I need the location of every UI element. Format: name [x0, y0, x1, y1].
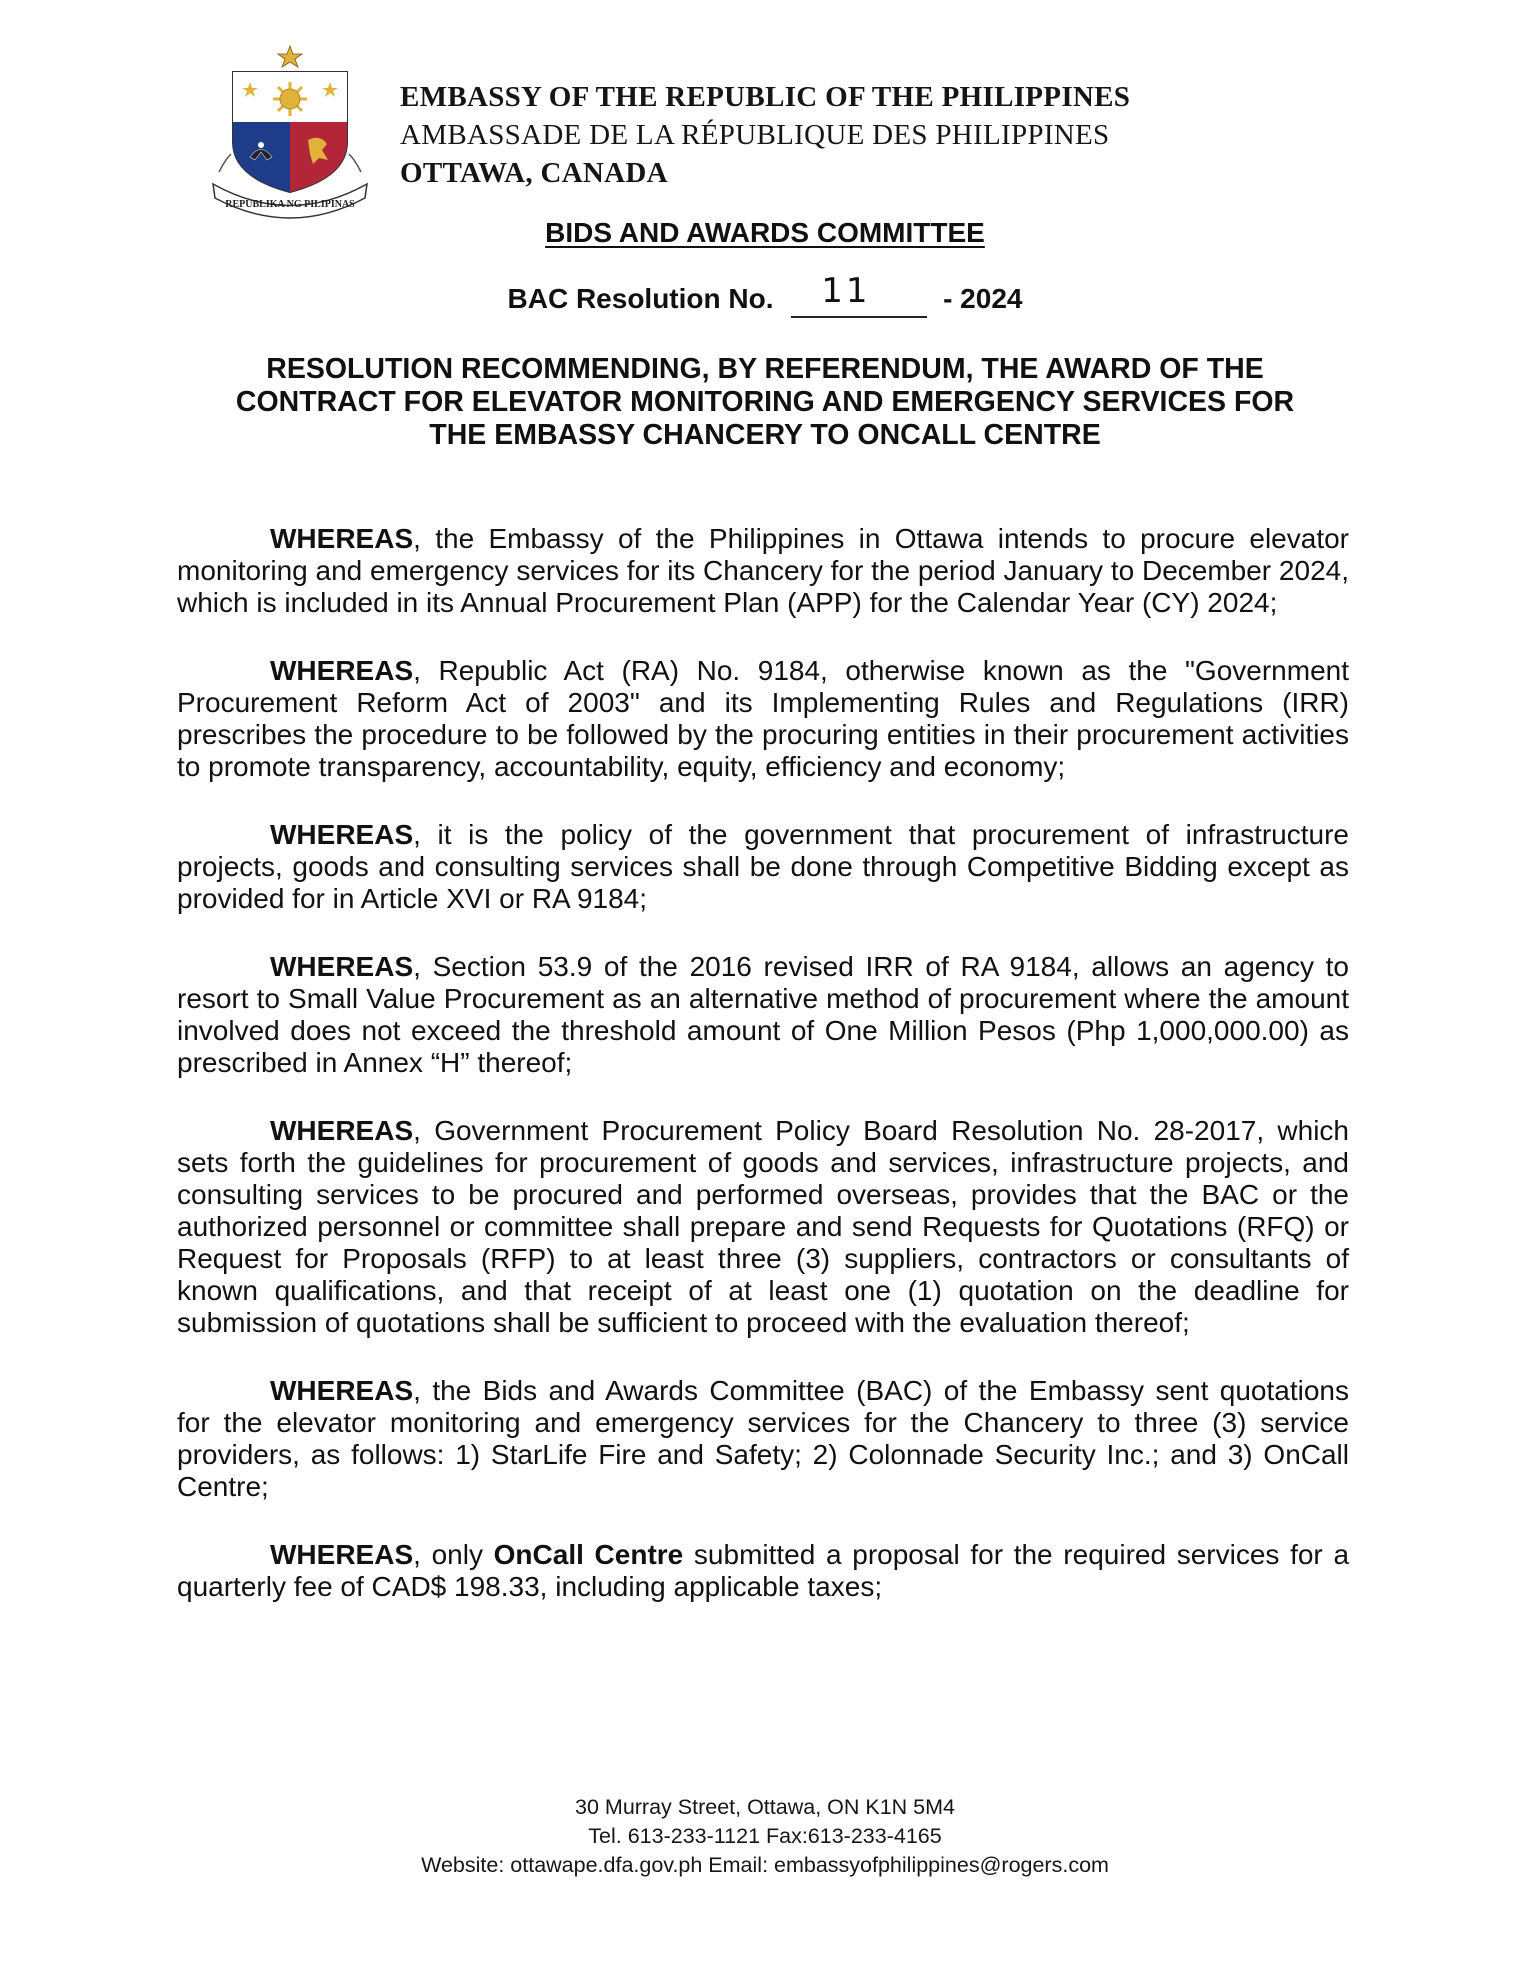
paragraph-text: , Republic Act (RA) No. 9184, otherwise known as the "Government Procurement Reform Act of 2003" and its Implementing Rules and Regulations (IRR) prescribes the procedure to be followed by the procuring entities in their procurement activities to promote transparency, accountability, equity, efficiency and economy;	[177, 655, 1349, 782]
whereas-paragraph	[177, 819, 1349, 915]
whereas-paragraph	[177, 655, 1349, 783]
seal-ribbon-text: REPUBLIKA NG PILIPINAS	[225, 199, 355, 210]
footer-phone-fax: Tel. 613-233-1121 Fax:613-233-4165	[588, 1824, 942, 1848]
whereas-lead: WHEREAS	[270, 1375, 414, 1406]
paragraph-text: , only	[413, 1539, 494, 1570]
resolution-title	[160, 353, 1370, 452]
paragraph-text: , the Bids and Awards Committee (BAC) of the Embassy sent quotations for the elevator monitoring and emergency services for the Chancery to three (3) service providers, as follows: 1) StarLife Fire and Safety; 2) Colonnade Security Inc.; and 3) OnCall Centre;	[177, 1375, 1349, 1502]
page-footer	[0, 1793, 1530, 1880]
paragraph-text: submitted a proposal for the required services for a quarterly fee of CAD$ 198.33, including applicable taxes;	[177, 1539, 1350, 1602]
whereas-lead: WHEREAS	[270, 523, 414, 554]
committee-title: BIDS AND AWARDS COMMITTEE	[545, 217, 985, 248]
whereas-lead: WHEREAS	[270, 655, 414, 686]
whereas-paragraph	[177, 1115, 1349, 1339]
resolution-number-blank	[791, 271, 927, 318]
embassy-city: OTTAWA, CANADA	[400, 157, 668, 189]
title-line: CONTRACT FOR ELEVATOR MONITORING AND EMERGENCY SERVICES FOR	[235, 386, 1295, 418]
oncall-centre-emphasis: OnCall Centre	[493, 1539, 684, 1570]
whereas-lead: WHEREAS	[270, 951, 414, 982]
whereas-lead: WHEREAS	[270, 819, 414, 850]
whereas-paragraph	[177, 1375, 1349, 1503]
paragraph-text: , the Embassy of the Philippines in Ottawa intends to procure elevator monitoring and emergency services for its Chancery for the period January to December 2024, which is included in its Annual Procurement Plan (APP) for the Calendar Year (CY) 2024;	[177, 523, 1349, 618]
whereas-paragraph	[177, 951, 1349, 1079]
coat-of-arms-icon	[205, 42, 375, 220]
resolution-label: BAC Resolution No.	[507, 283, 774, 314]
whereas-paragraph-oncall	[177, 1539, 1349, 1603]
resolution-year: - 2024	[943, 283, 1023, 314]
paragraph-text: , Section 53.9 of the 2016 revised IRR of RA 9184, allows an agency to resort to Small Value Procurement as an alternative method of procurement where the amount involved does not exceed the threshold amount of One Million Pesos (Php 1,000,000.00) as prescribed in Annex “H” thereof;	[177, 951, 1349, 1078]
whereas-paragraph	[177, 523, 1349, 619]
paragraph-text: , it is the policy of the government that procurement of infrastructure projects, goods and consulting services shall be done through Competitive Bidding except as provided for in Article XVI or RA 9184;	[177, 819, 1349, 914]
letterhead	[400, 78, 1160, 192]
resolution-body	[177, 523, 1349, 1639]
embassy-name-french: AMBASSADE DE LA RÉPUBLIQUE DES PHILIPPINES	[400, 119, 1110, 151]
whereas-lead: WHEREAS	[270, 1115, 414, 1146]
embassy-name-english: EMBASSY OF THE REPUBLIC OF THE PHILIPPINES	[400, 81, 1131, 113]
title-line: RESOLUTION RECOMMENDING, BY REFERENDUM, THE AWARD OF THE	[266, 353, 1264, 385]
handwritten-resolution-number: 11	[821, 271, 871, 311]
whereas-lead: WHEREAS	[270, 1539, 414, 1570]
footer-address: 30 Murray Street, Ottawa, ON K1N 5M4	[575, 1795, 955, 1819]
philippine-coat-of-arms-logo	[205, 42, 375, 220]
resolution-number-row	[0, 271, 1530, 318]
paragraph-text: , Government Procurement Policy Board Resolution No. 28-2017, which sets forth the guidelines for procurement of goods and services, infrastructure projects, and consulting services to be procured and performed overseas, provides that the BAC or the authorized personnel or committee shall prepare and send Requests for Quotations (RFQ) or Request for Proposals (RFP) to at least three (3) suppliers, contractors or consultants of known qualifications, and that receipt of at least one (1) quotation on the deadline for submission of quotations shall be sufficient to proceed with the evaluation thereof;	[177, 1115, 1349, 1338]
title-line: THE EMBASSY CHANCERY TO ONCALL CENTRE	[429, 419, 1101, 451]
footer-website-email: Website: ottawape.dfa.gov.ph Email: embassyofphilippines@rogers.com	[421, 1853, 1109, 1877]
